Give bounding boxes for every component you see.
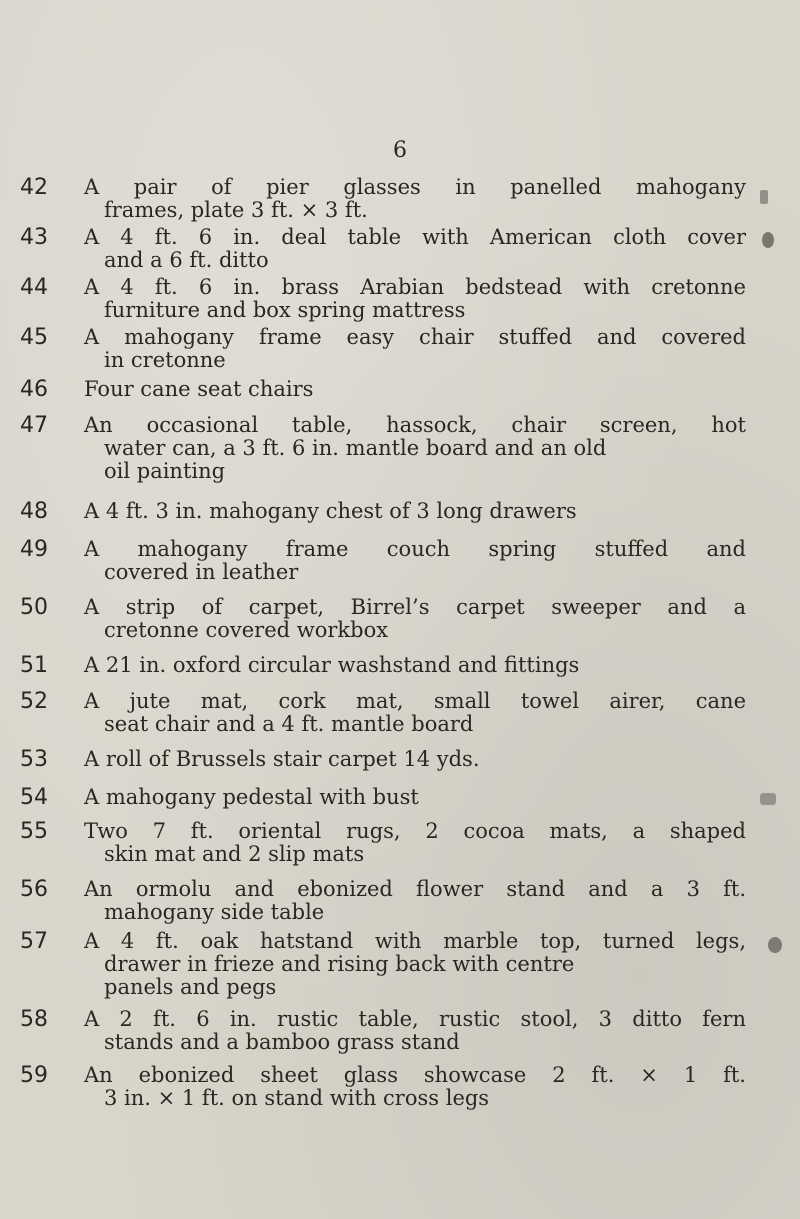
lot-description-line: A 4 ft. 6 in. brass Arabian bedstead with cretonne — [84, 275, 746, 299]
lot-description-line: panels and pegs — [104, 975, 277, 999]
lot-number: 43 — [20, 225, 48, 250]
lot-description-line: mahogany side table — [104, 900, 325, 924]
lot-description — [84, 748, 746, 771]
lot-description-line: A 2 ft. 6 in. rustic table, rustic stool, 3 ditto fern — [84, 1007, 746, 1031]
lot-number: 55 — [20, 819, 48, 844]
lot-number: 47 — [20, 413, 48, 438]
lot-description — [84, 654, 746, 677]
lot-description — [84, 690, 746, 736]
lot-number: 57 — [20, 929, 48, 954]
lot-description — [84, 276, 746, 322]
lot-description-line: seat chair and a 4 ft. mantle board — [104, 712, 474, 736]
lot-description — [84, 378, 746, 401]
lot-description-line: A mahogany frame easy chair stuffed and covered — [84, 325, 746, 349]
lot-description-line: cretonne covered workbox — [104, 618, 389, 642]
lot-number: 42 — [20, 175, 48, 200]
lot-number: 54 — [20, 785, 48, 810]
lot-description-line: 3 in. × 1 ft. on stand with cross legs — [104, 1086, 490, 1110]
lot-description — [84, 930, 746, 999]
lot-description — [84, 500, 746, 523]
lot-description-line: covered in leather — [104, 560, 299, 584]
margin-ink-mark — [760, 793, 776, 805]
margin-ink-mark — [762, 232, 774, 248]
lot-description-line: furniture and box spring mattress — [104, 298, 466, 322]
lot-description-line: frames, plate 3 ft. × 3 ft. — [104, 198, 368, 222]
lot-number: 46 — [20, 377, 48, 402]
lot-description-line: A 21 in. oxford circular washstand and fittings — [84, 653, 580, 677]
lot-description-line: A 4 ft. 6 in. deal table with American cloth cover — [84, 225, 746, 249]
lot-description — [84, 786, 746, 809]
lot-number: 53 — [20, 747, 48, 772]
lot-description-line: oil painting — [104, 459, 226, 483]
lot-number: 52 — [20, 689, 48, 714]
lot-description-line: An ormolu and ebonized flower stand and a 3 ft. — [84, 877, 746, 901]
lot-description-line: An occasional table, hassock, chair screen, hot — [84, 413, 746, 437]
lot-number: 59 — [20, 1063, 48, 1088]
lot-description — [84, 326, 746, 372]
lot-number: 44 — [20, 275, 48, 300]
lot-description-line: A mahogany pedestal with bust — [84, 785, 419, 809]
lot-description-line: A pair of pier glasses in panelled mahogany — [84, 175, 746, 199]
lot-description-line: A roll of Brussels stair carpet 14 yds. — [84, 747, 480, 771]
lot-description — [84, 538, 746, 584]
lot-description-line: in cretonne — [104, 348, 226, 372]
lot-description-line: Four cane seat chairs — [84, 377, 314, 401]
lot-number: 48 — [20, 499, 48, 524]
lot-number: 49 — [20, 537, 48, 562]
margin-ink-mark — [760, 190, 768, 204]
lot-description — [84, 596, 746, 642]
lot-description-line: A 4 ft. 3 in. mahogany chest of 3 long drawers — [84, 499, 577, 523]
lot-number: 56 — [20, 877, 48, 902]
page-number: 6 — [393, 138, 407, 163]
lot-description-line: A jute mat, cork mat, small towel airer, cane — [84, 689, 746, 713]
lot-description — [84, 176, 746, 222]
lot-description-line: skin mat and 2 slip mats — [104, 842, 365, 866]
lot-description — [84, 226, 746, 272]
lot-description-line: water can, a 3 ft. 6 in. mantle board and an old — [104, 436, 607, 460]
margin-ink-mark — [768, 937, 782, 953]
lot-description-line: A 4 ft. oak hatstand with marble top, turned legs, — [84, 929, 746, 953]
lot-number: 51 — [20, 653, 48, 678]
lot-number: 58 — [20, 1007, 48, 1032]
lot-description-line: A strip of carpet, Birrel’s carpet sweeper and a — [84, 595, 746, 619]
lot-description-line: An ebonized sheet glass showcase 2 ft. × 1 ft. — [84, 1063, 746, 1087]
lot-description — [84, 820, 746, 866]
lot-number: 50 — [20, 595, 48, 620]
lot-description-line: stands and a bamboo grass stand — [104, 1030, 460, 1054]
lot-description — [84, 414, 746, 483]
lot-description — [84, 1008, 746, 1054]
lot-description-line: A mahogany frame couch spring stuffed and — [84, 537, 746, 561]
lot-number: 45 — [20, 325, 48, 350]
lot-description-line: Two 7 ft. oriental rugs, 2 cocoa mats, a shaped — [84, 819, 746, 843]
lot-description — [84, 1064, 746, 1110]
lot-description-line: drawer in frieze and rising back with centre — [104, 952, 575, 976]
lot-description-line: and a 6 ft. ditto — [104, 248, 269, 272]
lot-description — [84, 878, 746, 924]
